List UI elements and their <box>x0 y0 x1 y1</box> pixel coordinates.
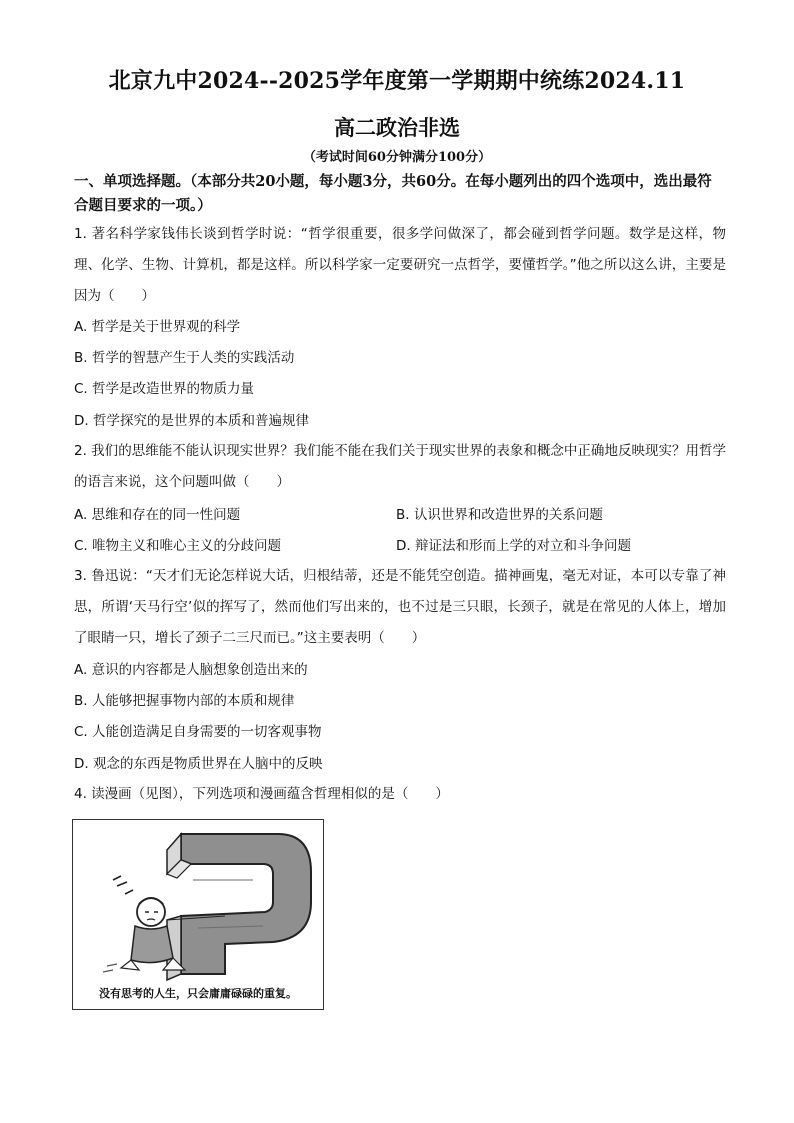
question-4-stem: 4. 读漫画（见图），下列选项和漫画蕴含哲理相似的是（ ） <box>74 786 449 802</box>
cartoon-illustration <box>73 820 323 985</box>
question-2-stem: 2. 我们的思维能不能认识现实世界？我们能不能在我们关于现实世界的表象和概念中正确地反映现实？用哲学的语言来说，这个问题叫做（ ） <box>74 443 726 490</box>
question-2-option-c[interactable]: C. 唯物主义和唯心主义的分歧问题 <box>74 538 282 554</box>
section-heading: 一、单项选择题。（本部分共20小题，每小题3分，共60分。在每小题列出的四个选项中，选出最符合题目要求的一项。） <box>74 173 712 214</box>
question-1-option-c[interactable]: C. 哲学是改造世界的物质力量 <box>74 381 255 397</box>
question-1-stem: 1. 著名科学家钱伟长谈到哲学时说：“哲学很重要，很多学问做深了，都会碰到哲学问题。数学是这样，物理、化学、生物、计算机，都是这样。所以科学家一定要研究一点哲学，要懂哲学。”他之所以这么讲，主要是因为（ ） <box>74 226 726 304</box>
question-3-stem: 3. 鲁迅说：“天才们无论怎样说大话，归根结蒂，还是不能凭空创造。描神画鬼，毫无对证，本可以专靠了神思，所谓‘天马行空’似的挥写了，然而他们写出来的，也不过是三只眼，长颈子，就是在常见的人体上，增加了眼睛一只，增长了颈子二三尺而已。”这主要表明（ ） <box>74 568 726 646</box>
question-1-option-b[interactable]: B. 哲学的智慧产生于人类的实践活动 <box>74 350 295 366</box>
question-2-option-a[interactable]: A. 思维和存在的同一性问题 <box>74 507 241 523</box>
question-2-option-d[interactable]: D. 辩证法和形而上学的对立和斗争问题 <box>396 538 631 554</box>
exam-subtitle: 高二政治非选 <box>334 115 460 140</box>
cartoon-figure <box>72 819 324 1010</box>
question-1-option-d[interactable]: D. 哲学探究的是世界的本质和普遍规律 <box>74 413 309 429</box>
question-1-option-a[interactable]: A. 哲学是关于世界观的科学 <box>74 319 241 335</box>
question-3-option-c[interactable]: C. 人能创造满足自身需要的一切客观事物 <box>74 724 322 740</box>
question-3-option-d[interactable]: D. 观念的东西是物质世界在人脑中的反映 <box>74 756 323 772</box>
question-3-option-a[interactable]: A. 意识的内容都是人脑想象创造出来的 <box>74 662 308 678</box>
exam-info: （考试时间60分钟满分100分） <box>302 150 492 165</box>
question-3-option-b[interactable]: B. 人能够把握事物内部的本质和规律 <box>74 693 295 709</box>
cartoon-caption: 没有思考的人生，只会庸庸碌碌的重复。 <box>99 987 297 1000</box>
exam-title: 北京九中2024--2025学年度第一学期期中统练2024.11 <box>108 68 686 94</box>
question-2-option-b[interactable]: B. 认识世界和改造世界的关系问题 <box>396 507 603 523</box>
